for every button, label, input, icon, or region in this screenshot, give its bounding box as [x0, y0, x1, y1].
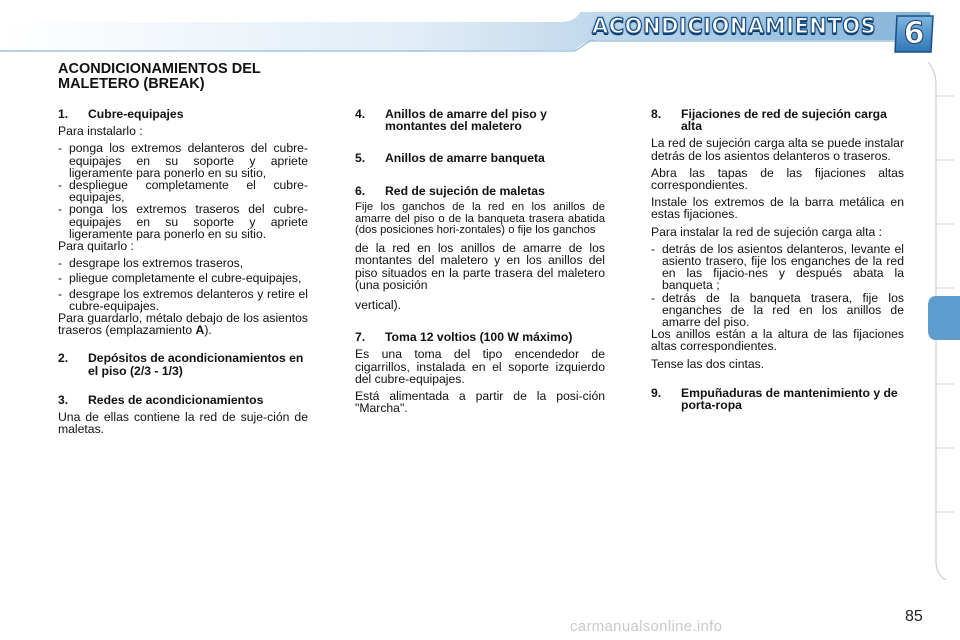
chapter-tab-rail: [922, 62, 960, 582]
section-7-para-2: Está alimentada a partir de la posi-ción "Marcha".: [355, 389, 605, 416]
section-8-para-5: Los anillos están a la altura de las fijaciones altas correspondientes.: [651, 327, 904, 354]
column-3: [651, 108, 904, 411]
section-8-para-6: Tense las dos cintas.: [651, 356, 765, 371]
heading-1: 1. Cubre-equipajes: [58, 107, 184, 121]
list-item: - detrás de los asientos delanteros, levante el asiento trasero, fije los enganches de la red en las fijacio-nes y después abata la banqueta ;: [651, 241, 904, 293]
list-item: - desgrape los extremos delanteros y retire el cubre-equipajes.: [58, 286, 308, 313]
section-6-para-2: de la red en los anillos de amarre de los montantes del maletero y en los anillos del piso situados en la parte trasera del maletero (una posición: [355, 241, 605, 292]
active-chapter-tab: [928, 296, 960, 340]
heading-4: 4. Anillos de amarre del piso y montantes del maletero: [355, 107, 547, 134]
chapter-number: 6: [903, 16, 925, 51]
list-item: - detrás de la banqueta trasera, fije los enganches de la red en los anillos de amarre del piso.: [651, 290, 904, 330]
section-7-para-1: Es una toma del tipo encendedor de cigarrillos, instalada en el soporte izquierdo del cubre-equipajes.: [355, 347, 605, 386]
section-title: ACONDICIONAMIENTOS DEL MALETERO (BREAK): [58, 61, 261, 92]
list-item: - ponga los extremos traseros del cubre-equipajes en su soporte y apriete ligeramente para ponerlo en su sitio.: [58, 202, 308, 241]
store-text: Para guardarlo, métalo debajo de los asientos traseros (emplazamiento A).: [58, 311, 308, 338]
remove-list: [58, 257, 308, 312]
watermark: carmanualsonline.info: [570, 618, 723, 635]
heading-3: 3. Redes de acondicionamientos: [58, 392, 264, 407]
list-item: - despliegue completamente el cubre-equipajes,: [58, 178, 308, 205]
list-item: - ponga los extremos delanteros del cubre-equipajes en su soporte y apriete ligeramente para ponerlo en su sitio,: [58, 141, 308, 180]
section-8-list: [651, 243, 904, 328]
section-8-para-2: Abra las tapas de las fijaciones altas correspondientes.: [651, 165, 904, 193]
heading-9: 9. Empuñaduras de mantenimiento y de porta-ropa: [651, 385, 898, 413]
page-number: 85: [905, 608, 923, 625]
column-2: [355, 108, 605, 414]
list-item: - pliegue completamente el cubre-equipajes,: [58, 271, 302, 286]
section-6-para-1: Fije los ganchos de la red en los anillos de amarre del piso o de la banqueta trasera abatida (dos posiciones hori-zontales) o fije los ganchos: [355, 200, 605, 237]
section-3-text: Una de ellas contiene la red de suje-ción de maletas.: [58, 410, 308, 437]
section-8-para-3: Instale los extremos de la barra metálica en estas fijaciones.: [651, 195, 904, 222]
install-label: Para instalarlo :: [58, 124, 143, 139]
heading-5: 5. Anillos de amarre banqueta: [355, 151, 545, 166]
heading-6: 6. Red de sujeción de maletas: [355, 183, 545, 198]
list-item: - desgrape los extremos traseros,: [58, 256, 244, 271]
section-8-para-4: Para instalar la red de sujeción carga alta :: [651, 224, 883, 239]
section-8-para-1: La red de sujeción carga alta se puede instalar detrás de los asientos delanteros o traseros.: [651, 136, 904, 163]
section-6-para-3: vertical).: [355, 298, 402, 313]
install-list: [58, 142, 308, 240]
remove-label: Para quitarlo :: [58, 239, 134, 254]
heading-8: 8. Fijaciones de red de sujeción carga alta: [651, 107, 887, 134]
column-1: [58, 108, 308, 435]
heading-2: 2. Depósitos de acondicionamientos en el piso (2/3 - 1/3): [58, 351, 304, 378]
chapter-title: ACONDICIONAMIENTOS: [592, 14, 877, 38]
heading-7: 7. Toma 12 voltios (100 W máximo): [355, 330, 573, 345]
